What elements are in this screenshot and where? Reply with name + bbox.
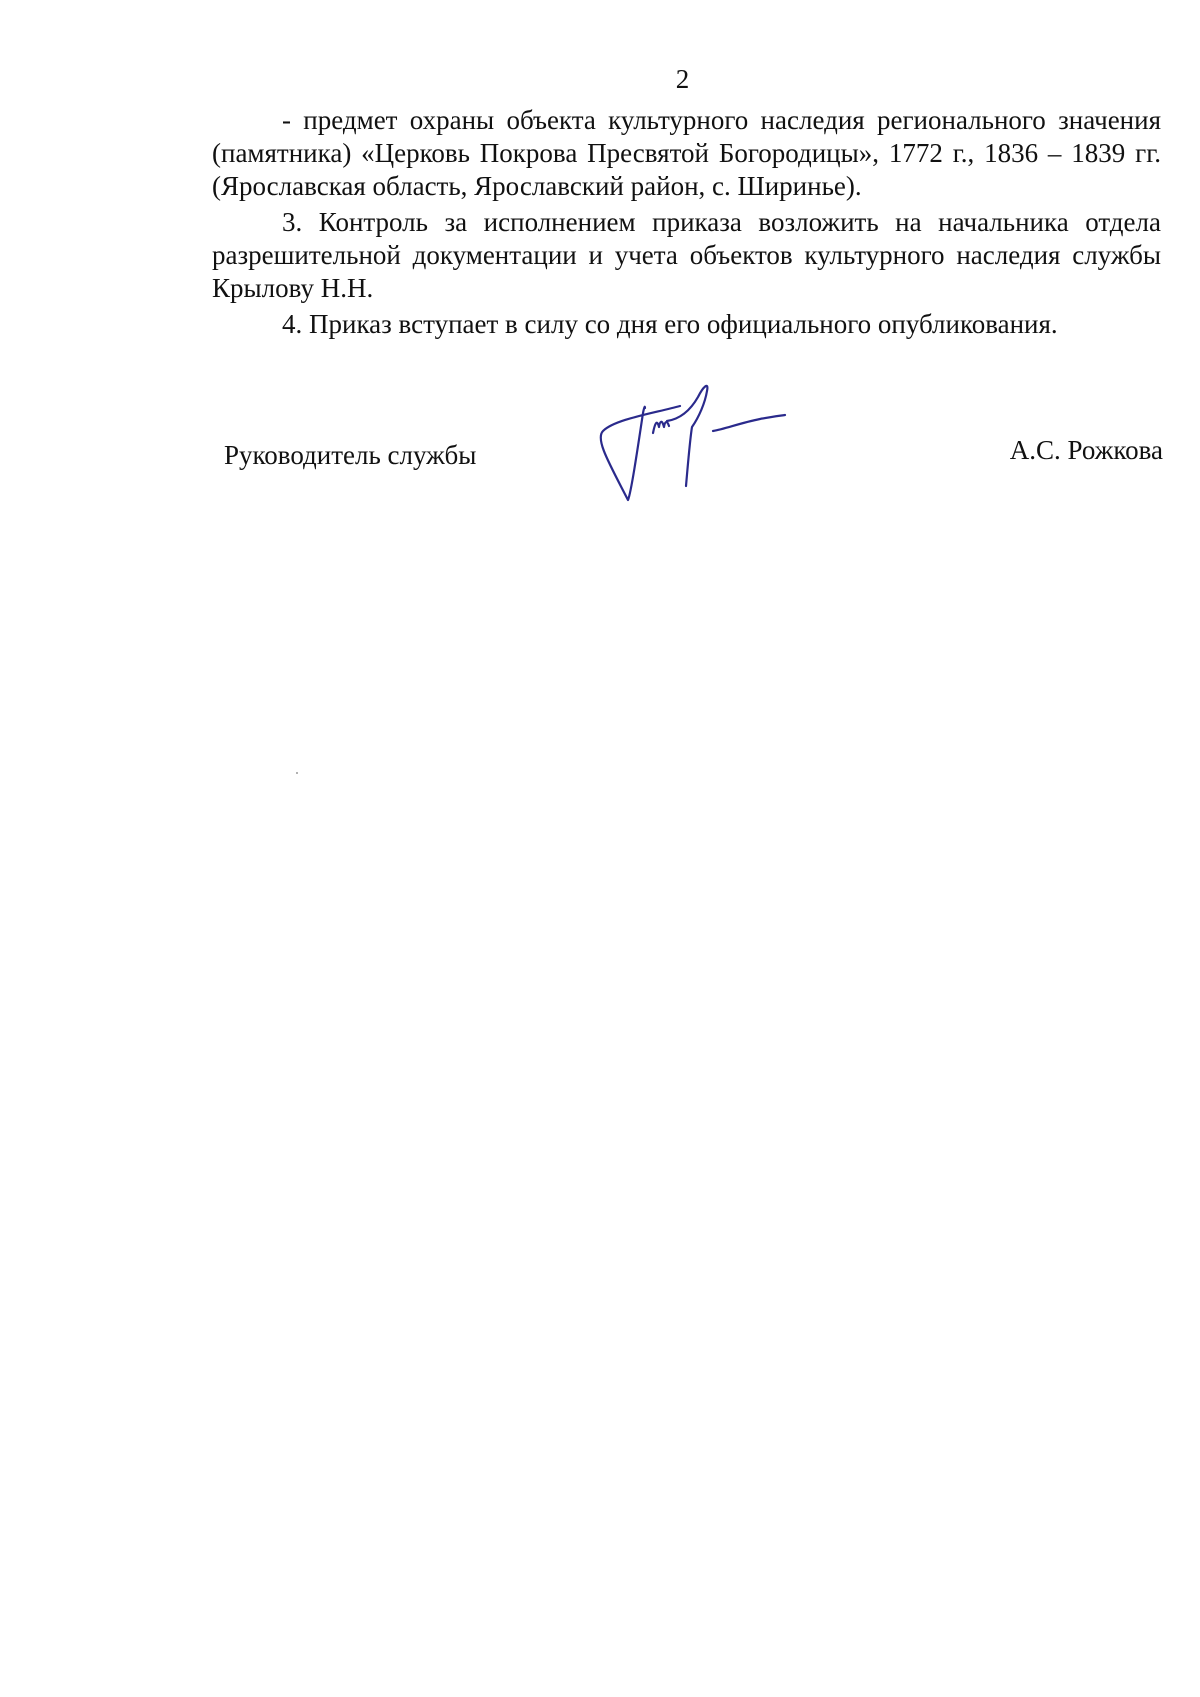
handwritten-signature — [595, 383, 835, 533]
signer-position: Руководитель службы — [224, 440, 477, 470]
paragraph-protection-subject: - предмет охраны объекта культурного наследия регионального значения (памятника) «Церковь Покрова Пресвятой Богородицы», 1772 г., 1836 – 1839 гг. (Ярославская область, Ярославский район, с. Ширинье). — [212, 105, 1161, 201]
signer-name: А.С. Рожкова — [1009, 435, 1163, 465]
paragraph-control-clause: 3. Контроль за исполнением приказа возложить на начальника отдела разрешительной документации и учета объектов культурного наследия службы Крылову Н.Н. — [212, 207, 1161, 303]
scan-speck — [296, 772, 298, 774]
page-number: 2 — [675, 64, 690, 94]
paragraph-effective-date: 4. Приказ вступает в силу со дня его официального опубликования. — [282, 309, 1058, 339]
document-body — [212, 104, 1161, 344]
